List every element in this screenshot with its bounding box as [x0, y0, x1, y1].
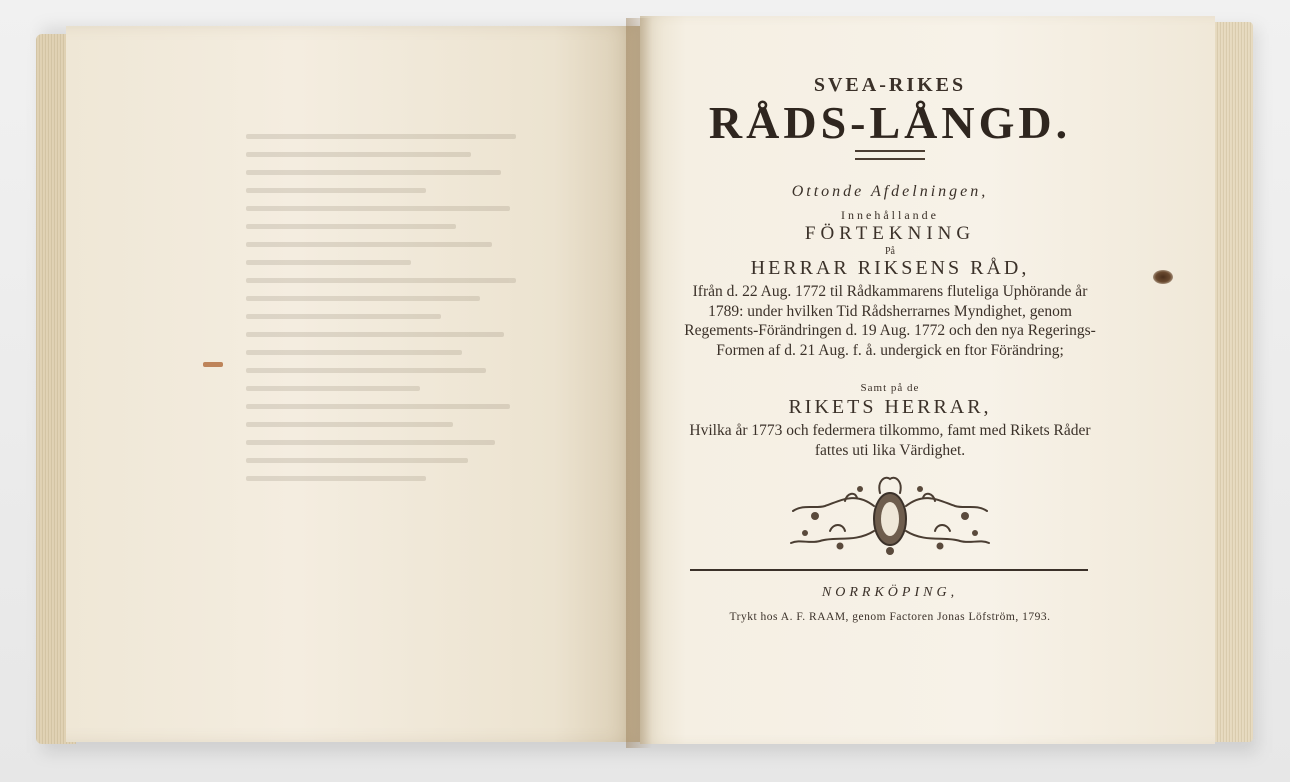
title-main: RÅDS-LÅNGD. — [708, 97, 1072, 148]
title-body-paragraph: Ifrån d. 22 Aug. 1772 til Rådkammarens fluteliga Uphörande år 1789: under hvilken Tid Rådsherrarnes Myndighet, genom Regements-Förändringen d. 19 Aug. 1772 och den nya Regerings-Formen af d. 21 Aug. f. å. undergick en ftor Förändring; — [684, 283, 1096, 359]
subtitle-innehallande: Innehållande — [841, 208, 939, 222]
ornament-vignette-icon — [785, 471, 995, 561]
subtitle-forteckning: FÖRTEKNING — [804, 223, 976, 244]
title-body-paragraph-2: Hvilka år 1773 och federmera tilkommo, famt med Rikets Råder fattes uti lika Värdighet. — [689, 422, 1091, 459]
left-page — [66, 26, 640, 742]
imprint-place: NORRKÖPING, — [821, 585, 959, 600]
subtitle-section: Ottonde Afdelningen, — [791, 183, 989, 200]
imprint-printer: Trykt hos A. F. RAAM, genom Factoren Jonas Löfström, 1793. — [729, 611, 1051, 623]
foxing-spot-left — [203, 362, 223, 367]
title-line-svea-rikes: SVEA-RIKES — [813, 74, 967, 96]
rikets-herrar-line: RIKETS HERRAR, — [788, 396, 992, 418]
imprint-rule — [690, 569, 1088, 571]
title-double-rule — [855, 150, 925, 160]
subtitle-herrar: HERRAR RIKSENS RÅD, — [750, 257, 1030, 279]
ink-stain-spot — [1153, 270, 1173, 284]
samt-line: Samt på de — [860, 382, 920, 394]
subtitle-pa: På — [885, 246, 895, 257]
bleed-through-text — [246, 121, 546, 621]
